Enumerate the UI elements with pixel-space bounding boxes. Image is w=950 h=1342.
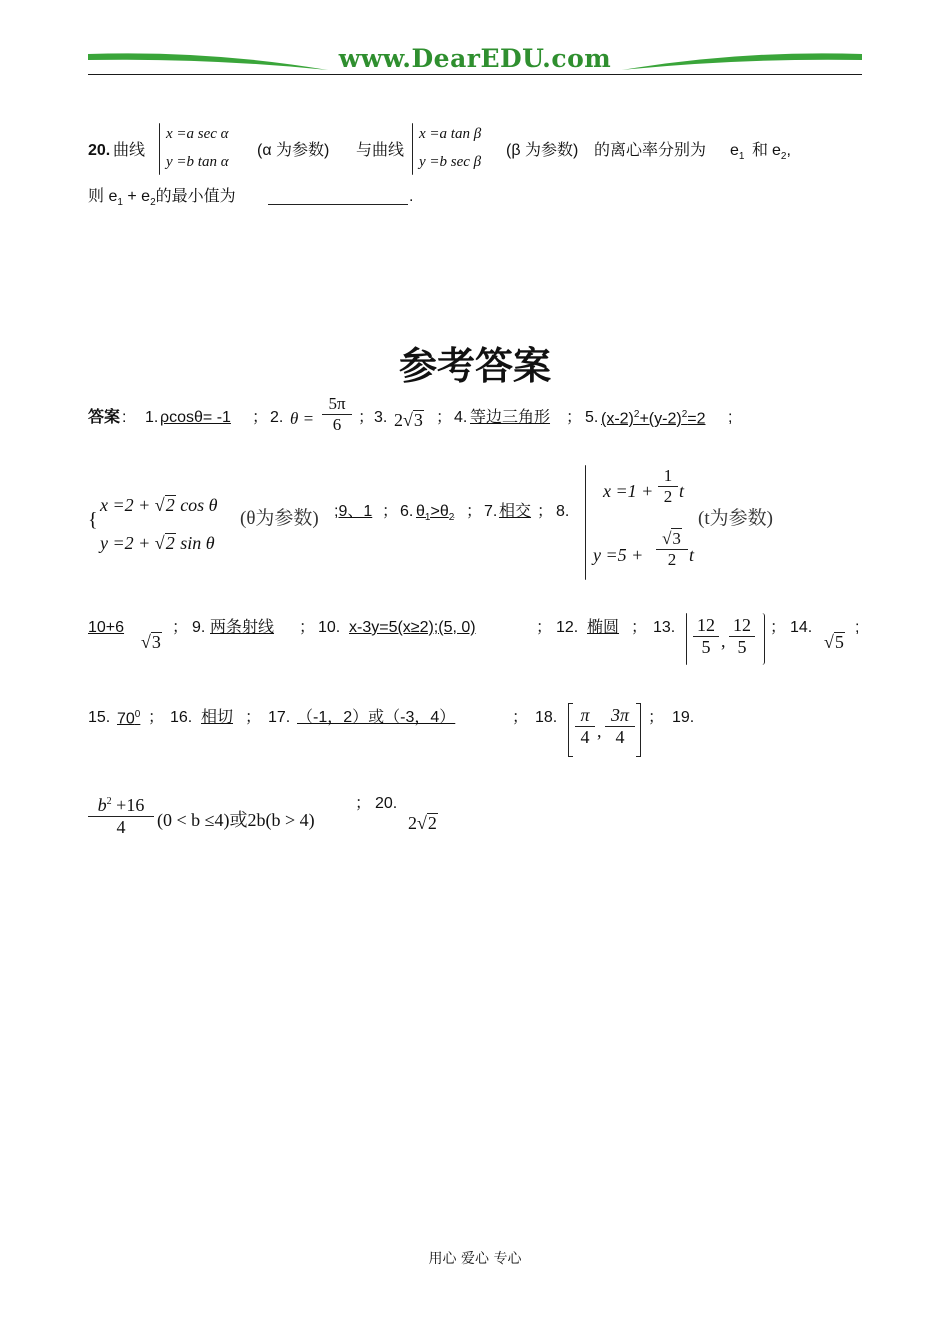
a4-text: 等边三角形 <box>470 409 551 426</box>
answers-title: 参考答案 <box>398 344 551 388</box>
row5-cond: (0 < b ≤4)或2b(b > 4) <box>157 810 315 830</box>
q20-curve2-brace <box>412 123 413 175</box>
a5-sup2: 2 <box>681 409 688 420</box>
a8-l1-num: 1 <box>658 466 678 487</box>
a3-value: 2√3 <box>394 410 423 430</box>
q20-line2-plus: + e <box>122 188 151 205</box>
q20-answer-blank <box>268 204 408 205</box>
a8-param: (t为参数) <box>698 508 773 529</box>
a10-sep: ； <box>536 619 553 636</box>
a18-d1: 4 <box>580 727 590 747</box>
a10-num: 10. <box>318 619 341 636</box>
a18-bracket-right <box>636 703 641 757</box>
a18-sep: ； <box>648 709 665 726</box>
row3-sqrt: √3 <box>141 632 161 652</box>
page-footer: 用心 爱心 专心 <box>428 1251 522 1267</box>
row3-radicand: 3 <box>151 632 161 652</box>
q20-e2 <box>772 143 791 162</box>
row2-l1-end: cos θ <box>175 495 218 515</box>
a18-num: 18. <box>535 709 558 726</box>
row5-denominator: 4 <box>116 817 126 837</box>
row3-sep1: ； <box>172 619 189 636</box>
a12-text: 椭圆 <box>587 619 620 636</box>
a8-l2-rad: 3 <box>672 529 681 548</box>
row2-l2-end: sin θ <box>175 533 215 553</box>
a14-end: ; <box>855 619 860 636</box>
a8-l2-den: 2 <box>667 550 677 569</box>
answers-colon: : <box>122 409 127 426</box>
a15-sep: ； <box>148 709 165 726</box>
a15-text <box>117 710 140 727</box>
q20-curve2-line1: x =a tan β <box>419 126 482 142</box>
a15-num: 15. <box>88 709 111 726</box>
a18-frac2 <box>605 705 635 748</box>
a2-fraction <box>322 394 352 435</box>
a8-brace <box>585 465 586 580</box>
a4-sep: ； <box>566 409 583 426</box>
a18-bracket-left <box>568 703 573 757</box>
a4-num: 4. <box>454 409 468 426</box>
a12-num: 12. <box>556 619 579 636</box>
a17-text: （-1，2）或（-3，4） <box>297 709 456 726</box>
a3-sep: ； <box>436 409 453 426</box>
a13-sep: ； <box>770 619 787 636</box>
row3-a: 10+6 <box>88 619 125 636</box>
a16-text: 相切 <box>201 709 234 726</box>
a14-radicand: 5 <box>834 632 844 652</box>
a9b-sep: ； <box>299 619 316 636</box>
a15-value: 70 <box>117 710 135 728</box>
a20-coef: 2 <box>408 813 417 833</box>
a9b-text: 两条射线 <box>210 619 275 636</box>
a2-sep: ； <box>358 409 375 426</box>
a8-l2-num: √3 <box>656 528 688 550</box>
a20-value: 2√2 <box>408 813 437 833</box>
a9-sep: ； <box>382 503 399 520</box>
a6-gt: >θ <box>430 503 449 520</box>
q20-curve1-brace <box>159 123 160 175</box>
a8-line2-lhs: y =5 + <box>593 545 644 565</box>
a13-frac2 <box>729 615 755 658</box>
q20-number: 20. <box>88 142 111 159</box>
a5-a: (x-2) <box>601 410 634 428</box>
a8-line1-lhs: x =1 + <box>603 481 654 501</box>
a13-d2: 5 <box>737 637 747 657</box>
a2-fraction-den: 6 <box>332 415 342 434</box>
a2-lhs: θ = <box>290 409 315 428</box>
header-swoosh-left <box>88 48 328 72</box>
a7-sep: ； <box>537 503 554 520</box>
a6-sub1: 1 <box>424 512 431 524</box>
row2-param: (θ为参数) <box>240 508 319 529</box>
row5-num-rest: +16 <box>111 795 145 815</box>
a8-l1-den: 2 <box>663 487 673 506</box>
row2-line2: y =2 + √2 sin θ <box>100 533 215 553</box>
a7-num: 7. <box>484 503 498 520</box>
a9b-num: 9. <box>192 619 206 636</box>
row2-l1-lhs: x =2 + <box>100 495 155 515</box>
a3-coef: 2 <box>394 410 403 430</box>
a18-n1: π <box>575 705 595 727</box>
a5-b: +(y-2) <box>639 410 682 428</box>
q20-curve1-label: 曲线 <box>113 142 146 159</box>
a1-sep: ； <box>252 409 269 426</box>
answers-label: 答案 <box>88 409 121 426</box>
header-rule <box>88 74 862 75</box>
row5-b: b <box>97 795 107 815</box>
q20-e2-sub: 2 <box>780 151 787 163</box>
a20-radicand: 2 <box>427 813 437 833</box>
a6-text <box>416 504 454 523</box>
a15-sup: 0 <box>134 709 141 720</box>
q20-comma: , <box>786 142 791 159</box>
a18-comma: , <box>597 721 602 741</box>
q20-e1 <box>730 143 744 162</box>
a13-num: 13. <box>653 619 676 636</box>
a8-line2-frac <box>656 528 688 570</box>
q20-and: 和 <box>752 142 769 159</box>
q20-e1-letter: e <box>730 142 739 159</box>
a5-c: =2 <box>687 410 706 428</box>
a9-mark: ;9、1 <box>334 503 373 520</box>
q20-line2-end: . <box>409 188 414 205</box>
q20-curve1-line2: y =b tan α <box>166 154 229 170</box>
a19-num: 19. <box>672 709 695 726</box>
a18-frac1 <box>575 705 595 748</box>
a10-text: x-3y=5(x≥2);(5, 0) <box>349 619 476 636</box>
a8-line2-t: t <box>689 545 695 565</box>
a8-line1-t: t <box>679 481 685 501</box>
a1-num: 1. <box>145 409 159 426</box>
row2-l2-lhs: y =2 + <box>100 533 155 553</box>
row2-l2-rad: 2 <box>165 533 175 553</box>
a6-theta: θ <box>416 503 425 520</box>
q20-connector: 与曲线 <box>356 142 405 159</box>
q20-curve1-line1: x =a sec α <box>166 126 229 142</box>
a20-num: 20. <box>375 795 398 812</box>
q20-line2-prefix: 则 e <box>88 188 118 205</box>
a16-num: 16. <box>170 709 193 726</box>
row2-line1: x =2 + √2 cos θ <box>100 495 218 515</box>
a2-num: 2. <box>270 409 284 426</box>
header-logo: www.DearEDU.com <box>338 44 612 73</box>
a13-n2: 12 <box>729 615 755 637</box>
row5-sep: ； <box>355 795 372 812</box>
row2-l1-rad: 2 <box>165 495 175 515</box>
a13-frac1 <box>693 615 719 658</box>
a2-fraction-num: 5π <box>322 394 352 415</box>
row5-numerator <box>88 795 154 817</box>
a5-sup1: 2 <box>633 409 640 420</box>
q20-curve1-param: (α 为参数) <box>257 142 330 159</box>
a1-text: ρcosθ= -1 <box>160 409 231 426</box>
q20-e1-sub: 1 <box>738 151 745 163</box>
a14-num: 14. <box>790 619 813 636</box>
q20-line2-sub1: 1 <box>117 197 123 209</box>
a14-sqrt: √5 <box>824 632 844 652</box>
q20-line2-text: 的最小值为 <box>155 188 236 205</box>
header-swoosh-right <box>622 48 862 72</box>
q20-curve2-param: (β 为参数) <box>506 142 579 159</box>
a17-num: 17. <box>268 709 291 726</box>
a8-line1-frac <box>658 466 678 507</box>
row5-sup: 2 <box>106 796 112 807</box>
a6-num: 6. <box>400 503 414 520</box>
q20-curve2-line2: y =b sec β <box>419 154 482 170</box>
a5-end: ; <box>728 409 733 426</box>
a3-radicand: 3 <box>413 410 423 430</box>
a3-num: 3. <box>374 409 388 426</box>
a7-text: 相交 <box>499 503 532 520</box>
a13-bracket-left <box>686 613 687 665</box>
a6-sub2: 2 <box>448 512 455 524</box>
a13-bracket-right <box>762 613 765 665</box>
q20-line2 <box>88 189 236 208</box>
a12-sep: ； <box>631 619 648 636</box>
a8-num: 8. <box>556 503 570 520</box>
a5-num: 5. <box>585 409 599 426</box>
a18-n2: 3π <box>605 705 635 727</box>
q20-tail: 的离心率分别为 <box>594 142 707 159</box>
row2-brace: { <box>88 509 98 531</box>
a13-d1: 5 <box>701 637 711 657</box>
q20-e2-letter: e <box>772 142 781 159</box>
a5-text <box>601 410 706 427</box>
a6-sep: ； <box>466 503 483 520</box>
q20-line2-sub2: 2 <box>150 197 156 209</box>
a17-sep: ； <box>512 709 529 726</box>
a13-comma: , <box>721 631 726 651</box>
a13-n1: 12 <box>693 615 719 637</box>
a16-sep: ； <box>245 709 262 726</box>
row5-frac <box>88 795 154 838</box>
a18-d2: 4 <box>615 727 625 747</box>
